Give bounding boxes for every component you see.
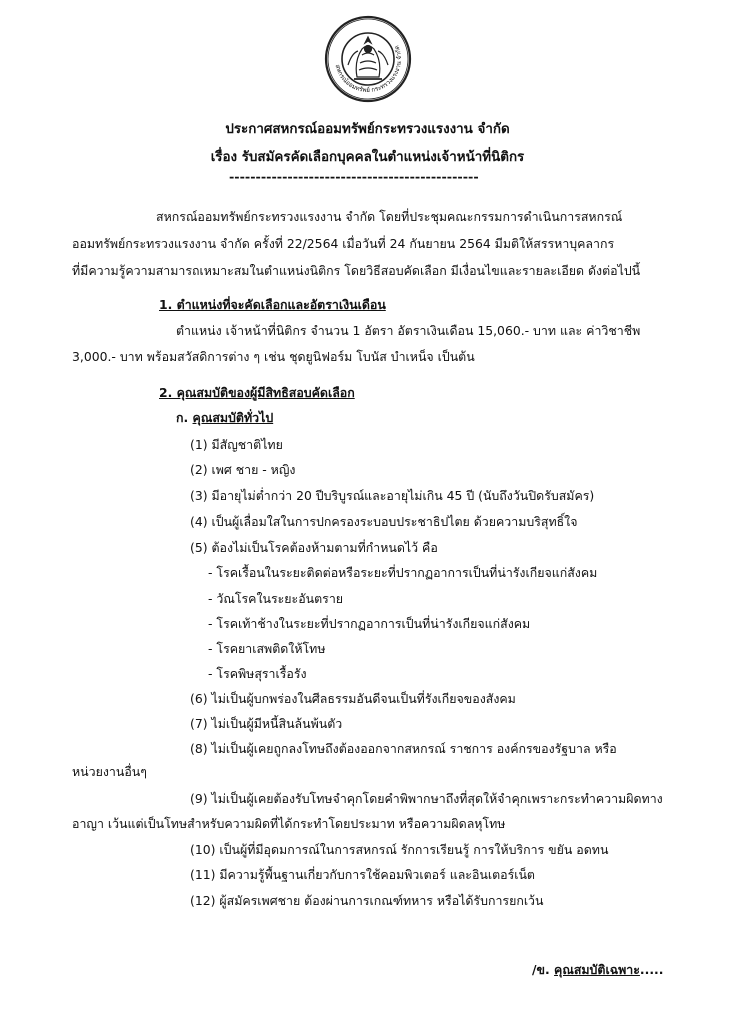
- qualification-item-continued: อาญา เว้นแต่เป็นโทษสำหรับความผิดที่ได้กระทำโดยประมาท หรือความผิดลหุโทษ: [72, 816, 506, 831]
- disease-item: - วัณโรคในระยะอันตราย: [208, 591, 344, 606]
- qualification-item: (3) มีอายุไม่ต่ำกว่า 20 ปีบริบูรณ์และอายุไม่เกิน 45 ปี (นับถึงวันปิดรับสมัคร): [190, 488, 595, 503]
- qualification-item: (2) เพศ ชาย - หญิง: [190, 462, 296, 477]
- seal-ring-text: สหกรณ์ออมทรัพย์ กระทรวงแรงงาน จำกัด: [333, 44, 404, 95]
- disease-item: - โรคเรื้อนในระยะติดต่อหรือระยะที่ปรากฏอาการเป็นที่น่ารังเกียจแก่สังคม: [208, 565, 598, 580]
- section1-heading: 1. ตำแหน่งที่จะคัดเลือกและอัตราเงินเดือน: [159, 297, 386, 312]
- cooperative-seal-logo: [324, 15, 412, 103]
- section2-heading: 2. คุณสมบัติของผู้มีสิทธิสอบคัดเลือก: [159, 385, 355, 400]
- general-qualifications-heading: [176, 409, 273, 428]
- qualification-item: (8) ไม่เป็นผู้เคยถูกลงโทษถึงต้องออกจากสหกรณ์ ราชการ องค์กรของรัฐบาล หรือ: [190, 741, 617, 756]
- disease-item: - โรคพิษสุราเรื้อรัง: [208, 666, 307, 681]
- qualification-item: (5) ต้องไม่เป็นโรคต้องห้ามตามที่กำหนดไว้ คือ: [190, 540, 438, 555]
- qualification-item: (7) ไม่เป็นผู้มีหนี้สินล้นพ้นตัว: [190, 716, 343, 731]
- sub-heading-label: คุณสมบัติทั่วไป: [192, 410, 274, 425]
- intro-line-3: ที่มีความรู้ความสามารถเหมาะสมในตำแหน่งนิติกร โดยวิธีสอบคัดเลือก มีเงื่อนไขและรายละเอียด ดังต่อไปนี้: [72, 263, 641, 278]
- continuation-prefix: /ข.: [532, 962, 555, 977]
- qualification-item: (6) ไม่เป็นผู้บกพร่องในศีลธรรมอันดีจนเป็นที่รังเกียจของสังคม: [190, 691, 516, 706]
- disease-item: - โรคยาเสพติดให้โทษ: [208, 641, 326, 656]
- qualification-item: (9) ไม่เป็นผู้เคยต้องรับโทษจำคุกโดยคำพิพากษาถึงที่สุดให้จำคุกเพราะกระทำความผิดทาง: [190, 791, 663, 806]
- continuation-suffix: .....: [639, 962, 664, 977]
- section1-line-2: 3,000.- บาท พร้อมสวัสดิการต่าง ๆ เช่น ชุดยูนิฟอร์ม โบนัส บำเหน็จ เป็นต้น: [72, 349, 475, 364]
- announcement-subject: เรื่อง รับสมัครคัดเลือกบุคคลในตำแหน่งเจ้าหน้าที่นิติกร: [210, 150, 525, 165]
- announcement-title: ประกาศสหกรณ์ออมทรัพย์กระทรวงแรงงาน จำกัด: [225, 122, 510, 137]
- emblem-figure: [348, 37, 388, 79]
- intro-line-2: ออมทรัพย์กระทรวงแรงงาน จำกัด ครั้งที่ 22/2564 เมื่อวันที่ 24 กันยายน 2564 มีมติให้สรรหาบุคลากร: [72, 236, 615, 251]
- qualification-item-continued: หน่วยงานอื่นๆ: [72, 764, 147, 779]
- continuation-label: คุณสมบัติเฉพาะ: [554, 962, 640, 977]
- disease-item: - โรคเท้าช้างในระยะที่ปรากฏอาการเป็นที่น่ารังเกียจแก่สังคม: [208, 616, 531, 631]
- qualification-item: (12) ผู้สมัครเพศชาย ต้องผ่านการเกณฑ์ทหาร หรือได้รับการยกเว้น: [190, 893, 544, 908]
- qualification-item: (10) เป็นผู้ที่มีอุดมการณ์ในการสหกรณ์ รักการเรียนรู้ การให้บริการ ขยัน อดทน: [190, 842, 609, 857]
- section1-line-1: ตำแหน่ง เจ้าหน้าที่นิติกร จำนวน 1 อัตรา อัตราเงินเดือน 15,060.- บาท และ ค่าวิชาชีพ: [176, 323, 641, 338]
- qualification-item: (11) มีความรู้พื้นฐานเกี่ยวกับการใช้คอมพิวเตอร์ และอินเตอร์เน็ต: [190, 867, 535, 882]
- intro-line-1: สหกรณ์ออมทรัพย์กระทรวงแรงงาน จำกัด โดยที่ประชุมคณะกรรมการดำเนินการสหกรณ์: [156, 209, 623, 224]
- qualification-item: (1) มีสัญชาติไทย: [190, 437, 283, 452]
- continuation-marker: [532, 961, 663, 980]
- header-separator: -----------------------------------------------: [229, 170, 479, 185]
- qualification-item: (4) เป็นผู้เลื่อมใสในการปกครองระบอบประชาธิปไตย ด้วยความบริสุทธิ์ใจ: [190, 514, 578, 529]
- sub-heading-prefix: ก.: [176, 410, 193, 425]
